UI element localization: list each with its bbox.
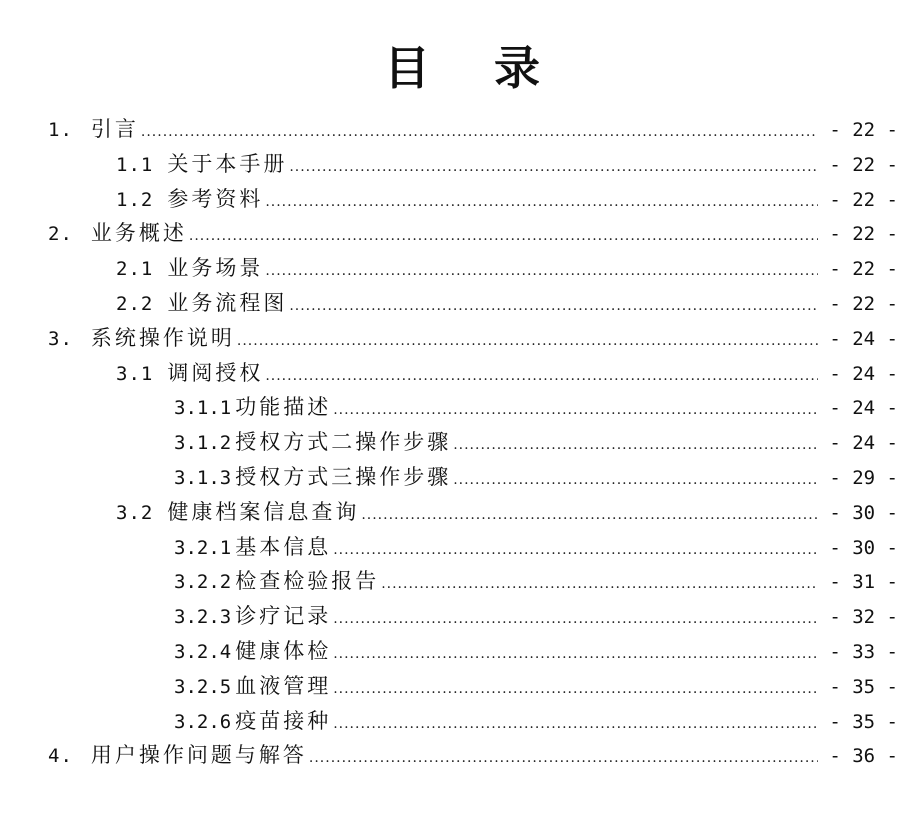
toc-number: 2.1 [116, 258, 154, 281]
toc-page-number: - 22 - [829, 153, 898, 176]
toc-leader-dots [381, 567, 818, 602]
toc-entry-3-1-2[interactable] [48, 425, 898, 460]
toc-page-number: - 22 - [829, 223, 898, 246]
toc-label: 功能描述 [235, 395, 332, 420]
toc-page-number: - 33 - [829, 640, 898, 663]
toc-page-number: - 24 - [829, 327, 898, 350]
toc-leader-dots [237, 324, 818, 359]
toc-label: 诊疗记录 [235, 604, 332, 629]
toc-number: 3.2.4 [174, 640, 232, 663]
toc-label: 基本信息 [235, 534, 332, 559]
toc-entry-3-1-1[interactable] [48, 390, 898, 425]
toc-leader-dots [265, 254, 818, 289]
toc-entry-2[interactable] [48, 216, 898, 251]
toc-page-number: - 24 - [829, 432, 898, 455]
toc-page-number: - 31 - [829, 571, 898, 594]
toc-entry-2-2[interactable] [48, 286, 898, 321]
toc-number: 3.1.3 [174, 466, 232, 489]
toc-entry-3-2-4[interactable] [48, 634, 898, 669]
toc-entry-1[interactable] [48, 112, 898, 147]
toc-number: 3.1 [116, 362, 154, 385]
toc-leader-dots [289, 150, 818, 185]
toc-entry-3-2-2[interactable] [48, 564, 898, 599]
toc-label: 健康体检 [235, 638, 332, 663]
toc-entry-3-2-3[interactable] [48, 599, 898, 634]
toc-number: 1. [48, 119, 73, 141]
toc-label: 关于本手册 [167, 151, 288, 176]
toc-page-number: - 22 - [829, 292, 898, 315]
toc-entry-3-1-3[interactable] [48, 460, 898, 495]
toc-number: 1.1 [116, 153, 154, 176]
toc-entry-1-2[interactable] [48, 182, 898, 217]
toc-entry-3-2-1[interactable] [48, 530, 898, 565]
toc-entry-3-1[interactable] [48, 356, 898, 391]
toc-leader-dots [333, 602, 818, 637]
toc-number: 3.2.1 [174, 536, 232, 559]
toc-page-number: - 35 - [829, 710, 898, 733]
toc-number: 2.2 [116, 292, 154, 315]
toc-label: 授权方式三操作步骤 [235, 464, 452, 489]
toc-leader-dots [289, 289, 818, 324]
toc-label: 调阅授权 [167, 360, 264, 385]
toc-label: 参考资料 [167, 186, 264, 211]
page-title: 目 录 [383, 41, 564, 95]
toc-page-number: - 24 - [829, 362, 898, 385]
toc-label: 血液管理 [235, 673, 332, 698]
toc-page-number: - 30 - [829, 536, 898, 559]
toc-page-number: - 24 - [829, 397, 898, 420]
toc-number: 3.2.5 [174, 675, 232, 698]
toc-label: 疫苗接种 [235, 708, 332, 733]
toc-number: 2. [48, 223, 73, 246]
toc-number: 3.2.2 [174, 571, 232, 594]
toc-label: 系统操作说明 [90, 325, 235, 350]
toc-number: 3.2.3 [174, 606, 232, 629]
toc-leader-dots [265, 185, 818, 220]
toc-number: 1.2 [116, 188, 154, 211]
toc-label: 健康档案信息查询 [167, 499, 360, 524]
toc-number: 3.2.6 [174, 710, 232, 733]
toc-label: 授权方式二操作步骤 [235, 430, 452, 455]
toc-number: 4. [48, 745, 73, 768]
toc-page-number: - 36 - [829, 745, 898, 768]
toc-number: 3.2 [116, 501, 154, 524]
toc-entry-3-2-6[interactable] [48, 704, 898, 739]
toc-leader-dots [453, 428, 818, 463]
toc-page-number: - 30 - [829, 501, 898, 524]
toc-leader-dots [333, 393, 818, 428]
toc-leader-dots [309, 741, 818, 776]
toc-number: 3. [48, 327, 73, 350]
toc-label: 引言 [90, 117, 139, 141]
toc-leader-dots [333, 672, 818, 707]
toc-leader-dots [189, 219, 818, 254]
toc-leader-dots [333, 637, 818, 672]
toc-leader-dots [333, 707, 818, 742]
table-of-contents [48, 112, 898, 773]
toc-page-number: - 32 - [829, 606, 898, 629]
toc-entry-1-1[interactable] [48, 147, 898, 182]
toc-entry-4[interactable] [48, 738, 898, 773]
toc-entry-3-2-5[interactable] [48, 669, 898, 704]
toc-leader-dots [141, 115, 818, 150]
toc-number: 3.1.2 [174, 432, 232, 455]
toc-entry-3-2[interactable] [48, 495, 898, 530]
toc-leader-dots [333, 533, 818, 568]
toc-leader-dots [265, 359, 818, 394]
toc-page-number: - 29 - [829, 466, 898, 489]
toc-leader-dots [453, 463, 818, 498]
toc-entry-2-1[interactable] [48, 251, 898, 286]
toc-leader-dots [361, 498, 818, 533]
toc-entry-3[interactable] [48, 321, 898, 356]
toc-page-number: - 22 - [829, 119, 898, 141]
toc-label: 业务场景 [167, 256, 264, 281]
toc-number: 3.1.1 [174, 397, 232, 420]
toc-label: 用户操作问题与解答 [90, 743, 307, 768]
toc-label: 检查检验报告 [235, 569, 380, 594]
toc-label: 业务概述 [90, 221, 187, 246]
toc-label: 业务流程图 [167, 290, 288, 315]
toc-page-number: - 22 - [829, 188, 898, 211]
toc-page-number: - 35 - [829, 675, 898, 698]
toc-page-number: - 22 - [829, 258, 898, 281]
